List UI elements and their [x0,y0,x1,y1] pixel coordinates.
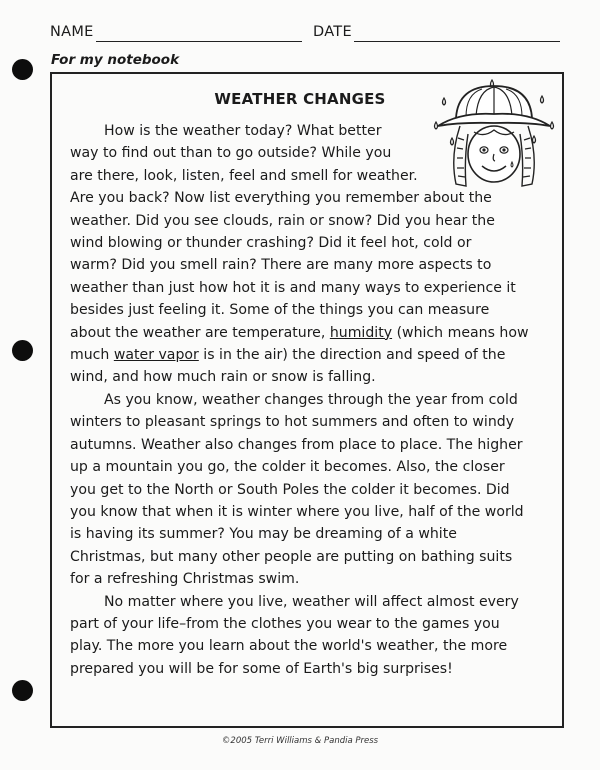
text-line: play. The more you learn about the world's weather, the more [70,638,508,655]
text-line: is in the air) the direction and speed of the [203,347,506,364]
binder-hole-middle [12,340,33,361]
text-line: Are you back? Now list everything you remember about the [70,190,492,207]
text-line: How is the weather today? What better [104,123,382,139]
notebook-label: For my notebook [51,52,180,68]
text-line: about the weather are temperature, [70,324,326,341]
text-line: besides just feeling it. Some of the things you can measure [70,302,490,319]
name-line[interactable] [96,41,302,42]
paragraph-2 [70,389,566,591]
humidity-term: humidity [329,324,393,341]
text-line: is having its summer? You may be dreaming of a white [70,526,457,543]
text-line: prepared you will be for some of Earth's big surprises! [70,660,453,677]
text-line: warm? Did you smell rain? There are many more aspects to [70,257,492,274]
name-label: NAME [50,24,94,40]
page-title: WEATHER CHANGES [214,90,386,108]
binder-hole-bottom [12,680,33,701]
text-line: up a mountain you go, the colder it becomes. Also, the closer [70,459,505,476]
text-line: (which means how [396,324,529,341]
text-line: winters to pleasant springs to hot summers and often to windy [70,414,515,431]
text-line: No matter where you live, weather will affect almost every [104,593,519,610]
text-line: weather. Did you see clouds, rain or snow? Did you hear the [70,212,495,229]
text-line: weather than just how hot it is and many ways to experience it [70,279,516,296]
text-line: are there, look, listen, feel and smell for weather. [70,167,418,184]
paragraph-3 [70,591,566,681]
text-line: way to find out than to go outside? While you [70,145,392,162]
binder-hole-top [12,59,33,80]
paragraph-1 [70,120,566,389]
text-line: autumns. Weather also changes from place to place. The higher [70,436,523,453]
text-line: As you know, weather changes through the year from cold [104,391,518,408]
copyright-footer: ©2005 Terri Williams & Pandia Press [221,736,379,746]
header-row [50,22,562,44]
text-line: Christmas, but many other people are putting on bathing suits [70,548,513,565]
water-vapor-term: water vapor [113,347,199,364]
text-line: you know that when it is winter where you live, half of the world [70,503,524,520]
text-line: for a refreshing Christmas swim. [70,571,300,588]
text-line: you get to the North or South Poles the colder it becomes. Did [70,481,510,498]
text-line: part of your life–from the clothes you wear to the games you [70,615,500,632]
article-body [70,120,566,680]
date-line[interactable] [354,41,560,42]
text-line: wind, and how much rain or snow is falling. [70,369,376,386]
date-label: DATE [313,24,352,40]
text-line: wind blowing or thunder crashing? Did it feel hot, cold or [70,235,472,252]
text-line: much [70,347,110,364]
